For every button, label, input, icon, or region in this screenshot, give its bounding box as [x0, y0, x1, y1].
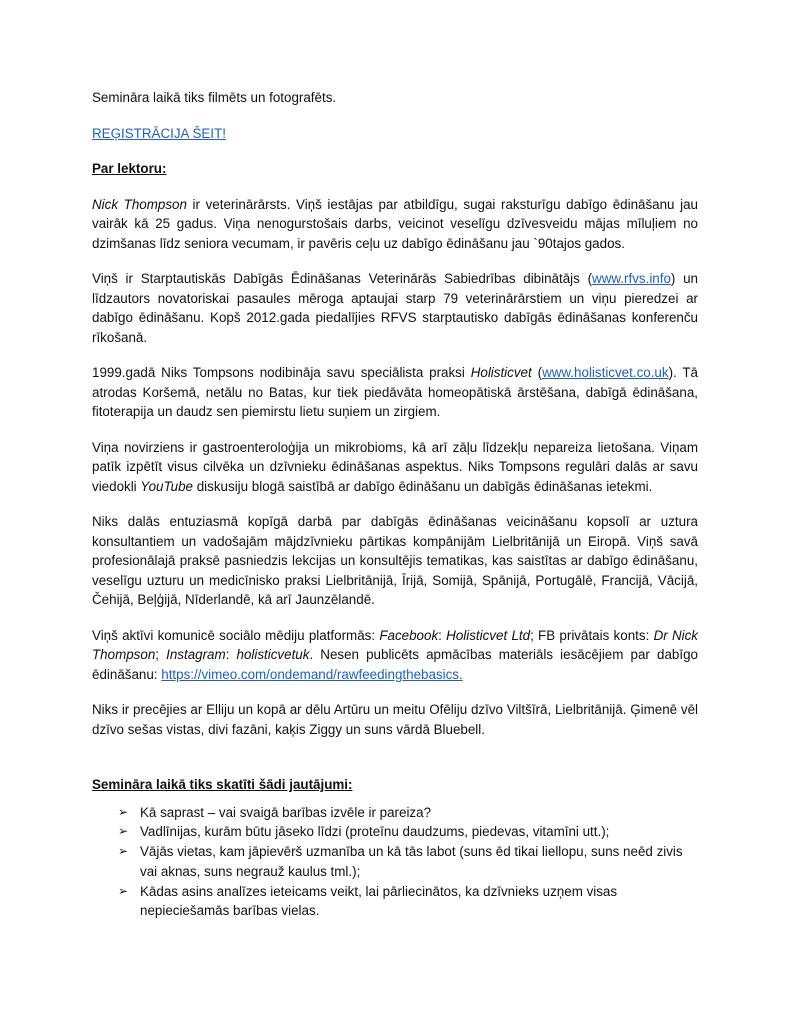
- rfvs-link[interactable]: www.rfvs.info: [592, 271, 671, 286]
- arrow-bullet-icon: ➢: [118, 804, 129, 819]
- questions-heading: Semināra laikā tiks skatīti šādi jautājumi:: [92, 777, 353, 792]
- arrow-bullet-icon: ➢: [118, 824, 129, 839]
- lector-paragraph-4: Viņa novirziens ir gastroenteroloģija un mikrobioms, kā arī zāļu līdzekļu nepareiza lietošana. Viņam patīk izpētīt visus cilvēka un dzīvnieku ēdināšanas aspektus. Niks Tompsons regulāri dalās ar savu viedokli YouTube diskusiju blogā saistībā ar dabīgo ēdināšanu un dabīgās ēdināšanas ietekmi.: [92, 439, 698, 494]
- list-item: ➢ Vājās vietas, kam jāpievērš uzmanība un kā tās labot (suns ēd tikai liellopu, suns neēd zivis vai aknas, suns negrauž kaulus tml.);: [118, 844, 683, 879]
- lector-paragraph-5: Niks dalās entuziasmā kopīgā darbā par dabīgās ēdināšanas veicināšanu kopsolī ar uztura konsultantiem un vadošajām mājdzīvnieku pārtikas kompānijām Lielbritānijā un Eiropā. Viņš savā profesionālajā praksē pasniedzis lekcijas un konsultējis tematikas, kas saistītas ar dabīgo ēdināšanu, veselīgu uzturu un medicīnisko praksi Lielbritānijā, Īrijā, Somijā, Spānijā, Portugālē, Francijā, Vācijā, Čehijā, Beļģijā, Nīderlandē, kā arī Jaunzēlandē.: [92, 514, 698, 607]
- lector-paragraph-6: Viņš aktīvi komunicē sociālo mēdiju platformās: Facebook: Holisticvet Ltd; FB privātais konts: Dr Nick Thompson; Instagram: holisticvetuk. Nesen publicēts apmācības materiāls iesācējiem par dabīgo ēdināšanu: https://vimeo.com/ondemand/rawfeedingthebasics.: [92, 627, 698, 682]
- intro-text: Semināra laikā tiks filmēts un fotografēts.: [92, 90, 337, 105]
- holisticvet-link[interactable]: www.holisticvet.co.uk: [542, 365, 669, 380]
- vimeo-link[interactable]: https://vimeo.com/ondemand/rawfeedingthebasics.: [161, 666, 463, 682]
- list-item: ➢ Vadlīnijas, kurām būtu jāseko līdzi (proteīnu daudzums, piedevas, vitamīni utt.);: [92, 822, 698, 842]
- lector-heading: Par lektoru:: [92, 161, 167, 176]
- registration-link[interactable]: REĢISTRĀCIJA ŠEIT!: [92, 125, 226, 141]
- lector-paragraph-3: 1999.gadā Niks Tompsons nodibināja savu speciālista praksi Holisticvet (www.holisticvet.co.uk). Tā atrodas Koršemā, netālu no Batas, kur tiek piedāvāta homeopātiskā ārstēšana, dabīgā ēdināšana, fitoterapija un daudz sen piemirstu lietu suņiem un zirgiem.: [92, 365, 698, 419]
- lector-paragraph-7: Niks ir precējies ar Elliju un kopā ar dēlu Artūru un meitu Ofēliju dzīvo Viltšīrā, Lielbritānijā. Ģimenē vēl dzīvo sešas vistas, divi fazāni, kaķis Ziggy un suns vārdā Bluebell.: [92, 702, 698, 737]
- lector-name: Nick Thompson: [92, 196, 187, 212]
- questions-list: [92, 803, 698, 922]
- arrow-bullet-icon: ➢: [118, 844, 129, 859]
- list-item: ➢ Kādas asins analīzes ieteicams veikt, lai pārliecinātos, ka dzīvnieks uzņem visas nepieciešamās barības vielas.: [118, 883, 618, 919]
- arrow-bullet-icon: ➢: [118, 883, 129, 898]
- document-page: [92, 88, 698, 921]
- lector-paragraph-1: Nick Thompson ir veterinārārsts. Viņš iestājas par atbildīgu, sugai raksturīgu dabīgo ēdināšanu jau vairāk kā 25 gadus. Viņa nenogurstošais darbs, veicinot veselīgu dzīvesveidu mājas mīluļiem no dzimšanas līdz seniora vecumam, ir pavēris ceļu uz dabīgo ēdināšanu jau `90tajos gados.: [92, 196, 698, 251]
- list-item: ➢ Kā saprast – vai svaigā barības izvēle ir pareiza?: [92, 803, 698, 823]
- lector-paragraph-2: Viņš ir Starptautiskās Dabīgās Ēdināšanas Veterinārās Sabiedrības dibinātājs (www.rfvs.info) un līdzautors novatoriskai pasaules mēroga aptaujai starp 79 veterinārārstiem un viņu pieredzei ar dabīgo ēdināšanu. Kopš 2012.gada piedalījies RFVS starptautisko dabīgās ēdināšanas konferenču rīkošanā.: [92, 271, 698, 345]
